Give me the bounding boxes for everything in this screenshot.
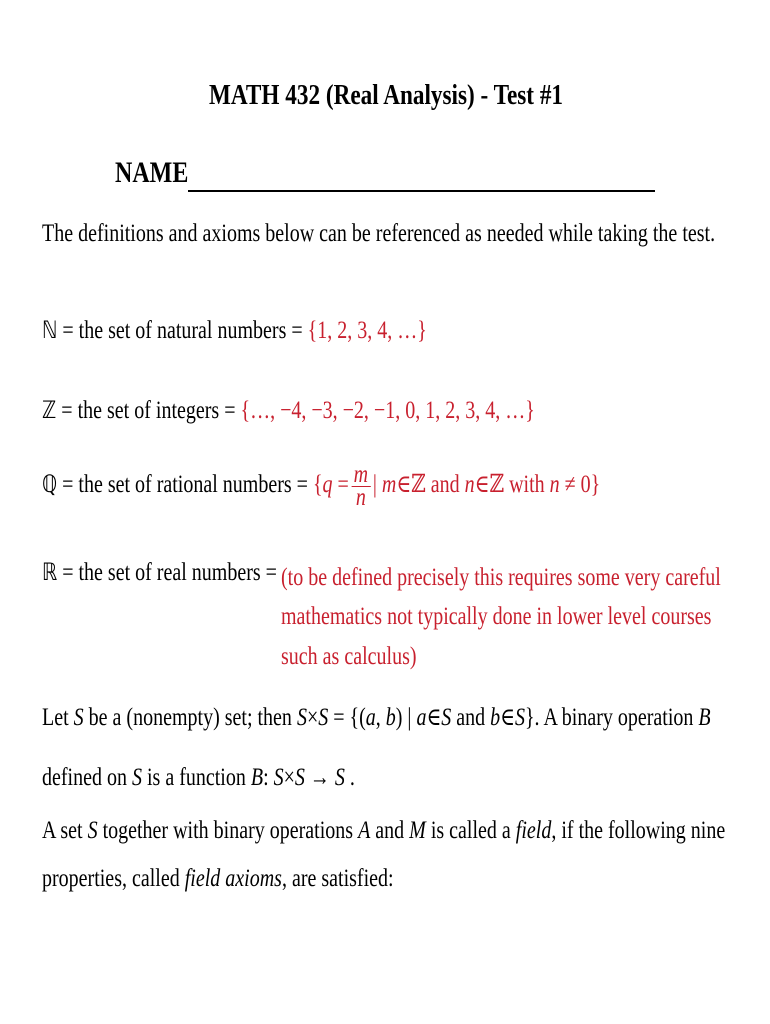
field-def-line-2 [42, 864, 394, 894]
text: , are satisfied: [281, 865, 394, 892]
rationals-value [312, 460, 601, 511]
binary-op-line-2 [42, 763, 355, 793]
binary-op-line-1 [42, 703, 711, 733]
brace-open: { [312, 471, 323, 498]
var-S: S [273, 764, 284, 791]
equals-sign: = [332, 471, 349, 498]
right-arrow: → [304, 764, 335, 791]
var-m: m [381, 471, 397, 498]
times-sign: × [306, 704, 319, 731]
field-def-line-1 [42, 816, 725, 846]
var-S: S [441, 704, 452, 731]
var-S: S [87, 817, 98, 844]
naturals-value: {1, 2, 3, 4, …} [307, 317, 427, 344]
var-q: q [322, 471, 333, 498]
integers-symbol: ℤ [42, 396, 57, 424]
text: be a (nonempty) set; then [83, 704, 297, 731]
fraction-denominator: n [355, 483, 366, 511]
reals-note-line-2: mathematics not typically done in lower level courses [281, 603, 712, 630]
element-of-sign: ∈ [500, 704, 515, 731]
text: , [375, 704, 386, 731]
text: is a function [141, 764, 251, 791]
text: and [370, 817, 410, 844]
times-sign: × [283, 764, 295, 791]
and-word: and [425, 471, 465, 498]
reals-definition [42, 557, 277, 588]
fraction-numerator: m [351, 464, 370, 487]
text: is called a [425, 817, 516, 844]
var-S: S [294, 764, 305, 791]
var-S: S [318, 704, 329, 731]
integers-definition [42, 395, 535, 426]
var-S: S [296, 704, 307, 731]
var-A: A [358, 817, 371, 844]
term-field-axioms: field axioms [184, 865, 282, 892]
reals-text: = the set of real numbers = [57, 559, 277, 586]
in-integers-1: ∈ℤ [396, 471, 426, 498]
var-B: B [250, 764, 264, 791]
text: defined on [42, 764, 132, 791]
text: together with binary operations [97, 817, 359, 844]
var-n-2: n [549, 471, 560, 498]
text: : [263, 764, 274, 791]
not-equal-zero: ≠ 0} [559, 471, 601, 498]
integers-value: {…, −4, −3, −2, −1, 0, 1, 2, 3, 4, …} [240, 397, 535, 424]
name-label: NAME [115, 156, 189, 189]
reals-note-line-3: such as calculus) [281, 643, 417, 670]
text: = {( [328, 704, 366, 731]
text: }. A binary operation [524, 704, 699, 731]
integers-text: = the set of integers = [56, 397, 241, 424]
var-b: b [490, 704, 501, 731]
text: A set [42, 817, 88, 844]
var-B: B [698, 704, 711, 731]
var-a: a [365, 704, 376, 731]
text: properties, called [42, 865, 185, 892]
var-S: S [334, 764, 345, 791]
name-blank-line [188, 190, 655, 192]
naturals-symbol: ℕ [42, 316, 58, 344]
in-integers-2: ∈ℤ [474, 471, 505, 498]
page-title: MATH 432 (Real Analysis) - Test #1 [209, 79, 564, 111]
fraction-m-over-n [351, 460, 370, 511]
var-M: M [409, 817, 426, 844]
var-S: S [514, 704, 525, 731]
var-n: n [464, 471, 475, 498]
rationals-symbol: ℚ [42, 470, 58, 498]
var-S: S [73, 704, 84, 731]
var-S: S [131, 764, 142, 791]
element-of-sign: ∈ [426, 704, 442, 731]
text: Let [42, 704, 74, 731]
rationals-definition [42, 454, 600, 515]
text: . [344, 764, 355, 791]
var-a: a [416, 704, 427, 731]
such-that-bar: | [372, 471, 382, 498]
naturals-text: = the set of natural numbers = [57, 317, 308, 344]
reals-symbol: ℝ [42, 558, 58, 586]
rationals-text: = the set of rational numbers = [57, 471, 313, 498]
reals-note-line-1: (to be defined precisely this requires some very careful [281, 564, 721, 591]
var-b: b [385, 704, 396, 731]
term-field: field [515, 817, 552, 844]
text: ) | [395, 704, 417, 731]
text: and [451, 704, 491, 731]
text: , if the following nine [551, 817, 726, 844]
intro-text: The definitions and axioms below can be referenced as needed while taking the test. [42, 220, 716, 247]
naturals-definition [42, 315, 427, 346]
with-word: with [504, 471, 550, 498]
